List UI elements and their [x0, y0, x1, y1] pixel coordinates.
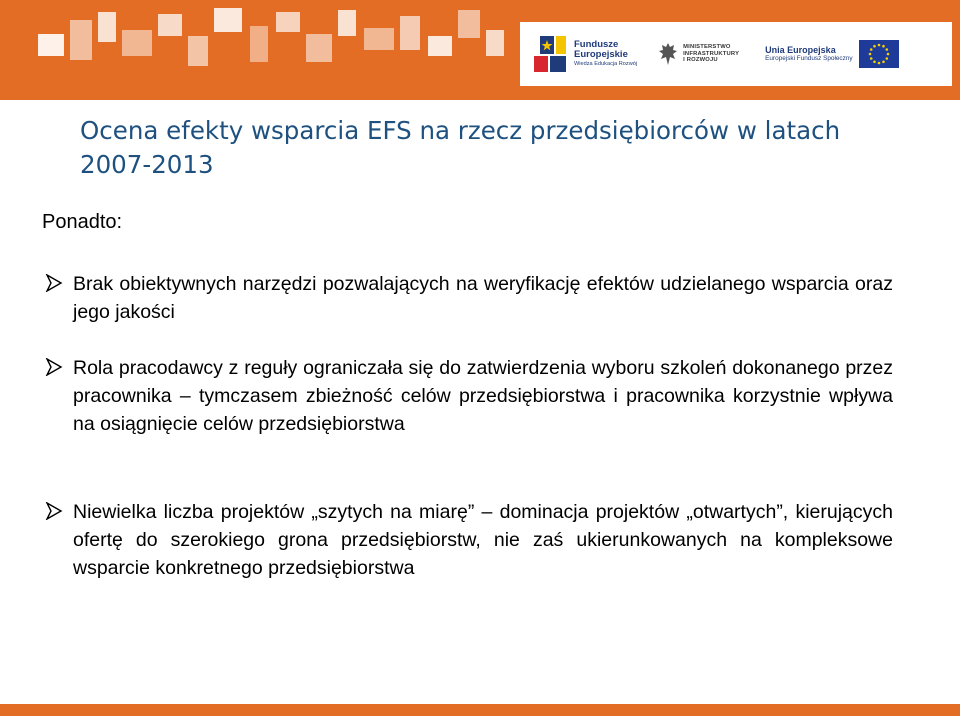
footer-bar: [0, 704, 960, 716]
arrowhead-bullet-icon: [45, 502, 63, 520]
fe-subtitle: Wiedza Edukacja Rozwój: [574, 61, 638, 68]
slide-title: Ocena efekty wsparcia EFS na rzecz przedsiębiorców w latach 2007-2013: [80, 116, 841, 179]
eu-line-2: Europejski Fundusz Społeczny: [765, 55, 853, 63]
arrowhead-bullet-icon: [45, 274, 63, 292]
bullet-item: [45, 270, 895, 326]
bullet-text: Brak obiektywnych narzędzi pozwalających na weryfikację efektów udzielanego wsparcia oraz jego jakości: [73, 273, 893, 323]
eagle-emblem-icon: [657, 41, 679, 67]
arrowhead-bullet-icon: [45, 358, 63, 376]
bullet-item: [45, 498, 895, 582]
bullet-text: Niewielka liczba projektów „szytych na miarę” – dominacja projektów „otwartych”, kierujących ofertę do szerokiego grona przedsiębiorstw, nie zaś ukierunkowanych na kompleksowe wsparcie konkretnego przedsiębiorstwa: [73, 501, 893, 579]
eu-logo: [765, 40, 898, 68]
decorative-pattern: [0, 0, 520, 100]
ministry-logo: [657, 41, 739, 67]
ministry-line-2: INFRASTRUKTURY: [683, 50, 740, 57]
eu-line-1: Unia Europejska: [765, 45, 836, 56]
ministry-line-1: MINISTERSTWO: [683, 44, 731, 51]
bullet-text: Rola pracodawcy z reguły ograniczała się do zatwierdzenia wyboru szkoleń dokonanego przez pracownika – tymczasem zbieżność celów przedsiębiorstwa i pracownika korzystnie wpływa na osiągnięcie celów przedsiębiorstwa: [73, 357, 893, 435]
fe-line-2: Europejskie: [574, 49, 628, 61]
fe-line-1: Fundusze: [574, 39, 619, 51]
logo-strip: [520, 22, 952, 86]
intro-text: Ponadto:: [42, 211, 123, 233]
eu-flag-icon: [859, 40, 899, 68]
fe-star-icon: [532, 34, 568, 74]
ministry-line-3: I ROZWOJU: [683, 57, 718, 64]
bullet-item: [45, 354, 895, 438]
fundusze-europejskie-logo: [532, 34, 637, 74]
header-banner: [0, 0, 960, 100]
